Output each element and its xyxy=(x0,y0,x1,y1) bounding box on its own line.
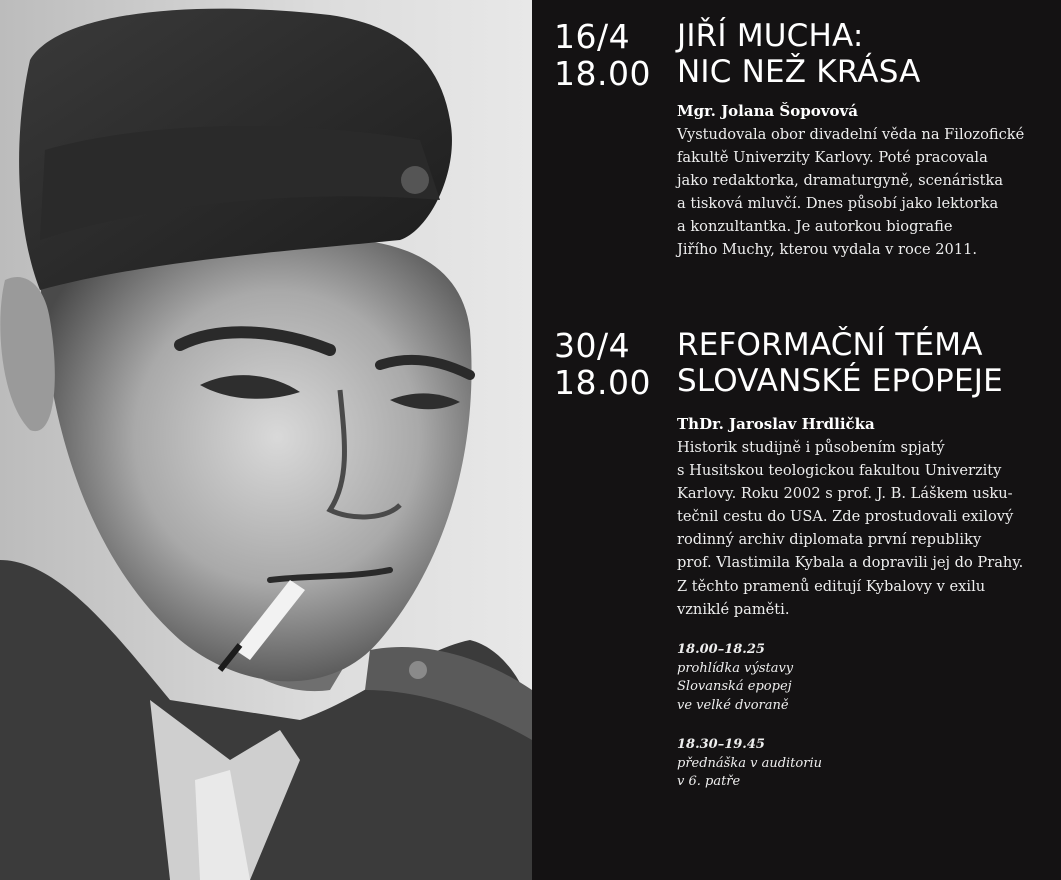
event-2-speaker: ThDr. Jaroslav Hrdlička xyxy=(677,415,875,433)
event-1-title-line: NIC NEŽ KRÁSA xyxy=(677,54,921,90)
schedule-time: 18.30–19.45 xyxy=(677,737,765,752)
schedule-line: prohlídka výstavy xyxy=(677,660,794,676)
event-1-datetime xyxy=(554,18,651,92)
event-1-title-line: JIŘÍ MUCHA: xyxy=(677,18,864,54)
event-1-date: 16/4 xyxy=(554,17,631,56)
event-1-bio xyxy=(677,123,1024,262)
event-2-datetime xyxy=(554,327,651,401)
bio-line: fakultě Univerzity Karlovy. Poté pracovala xyxy=(677,149,988,167)
event-1-speaker: Mgr. Jolana Šopovová xyxy=(677,102,858,120)
bio-line: Vystudovala obor divadelní věda na Filozofické xyxy=(677,126,1025,143)
schedule-line: ve velké dvoraně xyxy=(677,697,789,713)
bio-line: Karlovy. Roku 2002 s prof. J. B. Láškem usku- xyxy=(677,485,1013,503)
bio-line: prof. Vlastimila Kybala a dopravili jej do Prahy. xyxy=(677,554,1024,572)
schedule-block-2 xyxy=(677,736,822,792)
program-panel xyxy=(532,0,1061,880)
event-2-title-line: SLOVANSKÉ EPOPEJE xyxy=(677,363,1003,399)
event-2-date: 30/4 xyxy=(554,326,631,365)
bio-line: tečnil cestu do USA. Zde prostudovali exilový xyxy=(677,508,1014,526)
bio-line: jako redaktorka, dramaturgyně, scenáristka xyxy=(677,172,1004,190)
event-2-title xyxy=(677,327,1003,399)
bio-line: a konzultantka. Je autorkou biografie xyxy=(677,218,953,236)
bio-line: vzniklé paměti. xyxy=(677,600,790,618)
schedule-line: přednáška v auditoriu xyxy=(677,755,822,771)
bio-line: s Husitskou teologickou fakultou Univerzity xyxy=(677,462,1002,480)
bio-line: Z těchto pramenů editují Kybalovy v exilu xyxy=(677,577,986,595)
bio-line: Historik studijně i působením spjatý xyxy=(677,439,945,456)
schedule-time: 18.00–18.25 xyxy=(677,642,765,657)
schedule-line: Slovanská epopej xyxy=(677,679,792,694)
event-1-title xyxy=(677,18,921,90)
bio-line: rodinný archiv diplomata první republiky xyxy=(677,531,982,549)
event-2-bio xyxy=(677,436,1023,621)
event-1-time: 18.00 xyxy=(554,54,651,93)
bio-line: Jiřího Muchy, kterou vydala v roce 2011. xyxy=(677,241,978,259)
event-2-title-line: REFORMAČNÍ TÉMA xyxy=(677,327,983,363)
bio-line: a tisková mluvčí. Dnes působí jako lektorka xyxy=(677,195,999,213)
schedule-line: v 6. patře xyxy=(677,774,741,789)
event-2-time: 18.00 xyxy=(554,363,651,402)
schedule-block-1 xyxy=(677,641,793,715)
